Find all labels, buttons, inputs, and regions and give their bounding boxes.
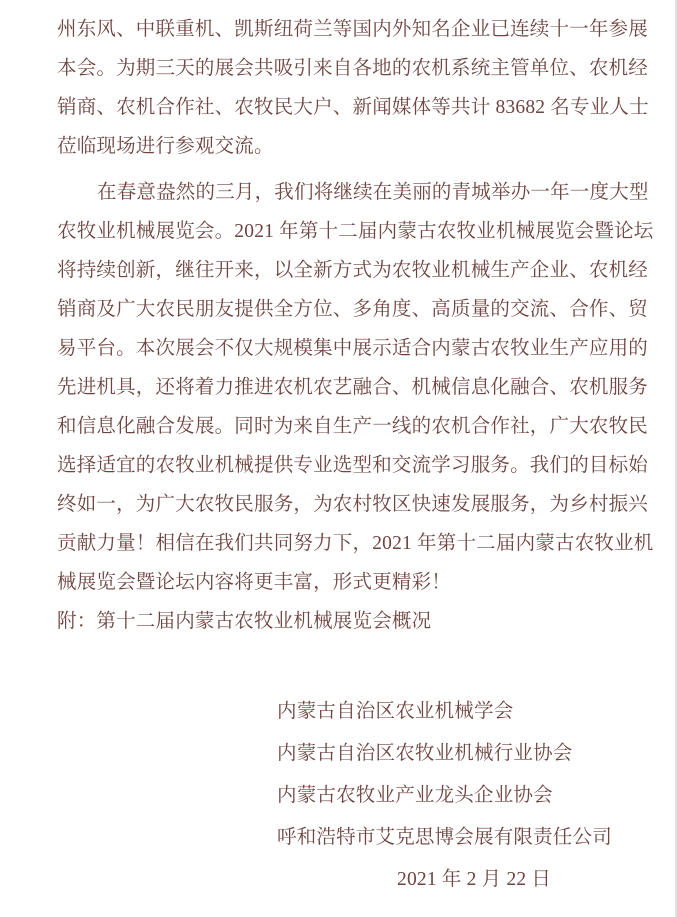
body-text-line: 莅临现场进行参观交流。 [57,136,274,157]
body-text-line: 选择适宜的农牧业机械提供专业选型和交流学习服务。我们的目标始 [57,455,649,476]
body-text-line: 在春意盎然的三月，我们将继续在美丽的青城举办一年一度大型 [97,182,649,203]
signature-line: 内蒙古农牧业产业龙头企业协会 [277,785,553,806]
body-text-line: 州东风、中联重机、凯斯纽荷兰等国内外知名企业已连续十一年参展 [57,19,649,40]
signature-block [277,691,675,901]
body-text-line: 先进机具，还将着力推进农机农艺融合、机械信息化融合、农机服务 [57,377,649,398]
body-text-line: 械展览会暨论坛内容将更丰富，形式更精彩！ [57,572,452,593]
body-text-line: 将持续创新，继往开来，以全新方式为农牧业机械生产企业、农机经 [57,260,649,281]
signature-line: 内蒙古自治区农牧业机械行业协会 [277,743,573,764]
body-text-line: 和信息化融合发展。同时为来自生产一线的农机合作社，广大农牧民 [57,416,649,437]
body-text-line: 贡献力量！相信在我们共同努力下，2021 年第十二届内蒙古农牧业机 [57,533,654,554]
signature-lines [277,691,675,859]
body-text-line: 销商及广大农民朋友提供全方位、多角度、高质量的交流、合作、贸 [57,299,649,320]
body-text-line: 本会。为期三天的展会共吸引来自各地的农机系统主管单位、农机经 [57,58,649,79]
body-text-line: 终如一，为广大农牧民服务，为农村牧区快速发展服务，为乡村振兴 [57,494,649,515]
signature-line: 内蒙古自治区农业机械学会 [277,701,514,722]
date-line: 2021 年 2 月 22 日 [397,869,552,890]
signature-line: 呼和浩特市艾克思博会展有限责任公司 [277,827,612,848]
body-text-line: 附：第十二届内蒙古农牧业机械展览会概况 [57,611,432,632]
body-text-line: 销商、农机合作社、农牧民大户、新闻媒体等共计 83682 名专业人士 [57,97,649,118]
body-text-line: 农牧业机械展览会。2021 年第十二届内蒙古农牧业机械展览会暨论坛 [57,221,654,242]
body-text-line: 易平台。本次展会不仅大规模集中展示适合内蒙古农牧业生产应用的 [57,338,649,359]
